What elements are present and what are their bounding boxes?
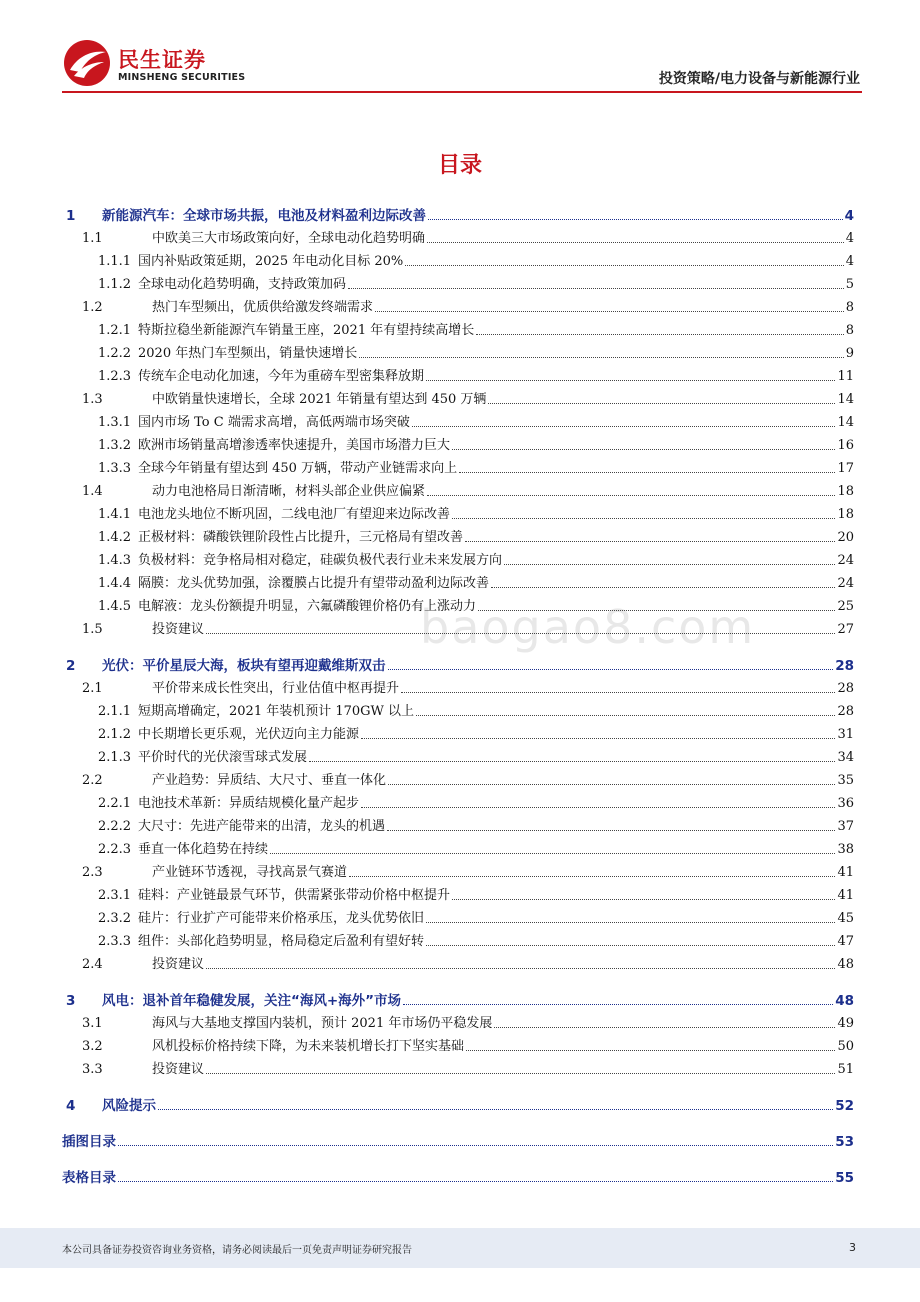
toc-leader-dots [426, 945, 835, 946]
toc-entry-title: 热门车型频出，优质供给激发终端需求 [152, 300, 374, 315]
toc-entry-number: 2.3.2 [98, 911, 132, 926]
toc-entry-number: 2.1.3 [98, 750, 132, 765]
toc-entry-page: 48 [837, 957, 854, 972]
toc-entry-page: 55 [835, 1170, 854, 1186]
toc-entry[interactable] [62, 477, 854, 500]
toc-entry-title: 风机投标价格持续下降，为未来装机增长打下坚实基础 [152, 1039, 465, 1054]
toc-entry-number: 1.1.1 [98, 254, 132, 269]
toc-entry[interactable] [62, 981, 854, 1009]
toc-entry-title: 国内补贴政策延期，2025 年电动化目标 20% [138, 254, 404, 269]
toc-entry-title: 隔膜：龙头优势加强，涂覆膜占比提升有望带动盈利边际改善 [138, 576, 490, 591]
footer-disclaimer: 本公司具备证券投资咨询业务资格，请务必阅读最后一页免责声明证券研究报告 [62, 1245, 412, 1256]
toc-leader-dots [478, 610, 835, 611]
toc-entry-number: 1.2.1 [98, 323, 132, 338]
toc-leader-dots [387, 830, 835, 831]
toc-leader-dots [476, 334, 844, 335]
toc-entry-page: 28 [837, 704, 854, 719]
toc-entry-page: 36 [837, 796, 854, 811]
toc-leader-dots [349, 876, 835, 877]
table-of-contents [62, 196, 854, 1186]
toc-leader-dots [403, 1004, 833, 1005]
toc-entry[interactable] [62, 500, 854, 523]
toc-leader-dots [405, 265, 843, 266]
toc-entry[interactable] [62, 720, 854, 743]
toc-entry-number: 4 [66, 1098, 76, 1114]
page-header [0, 0, 920, 100]
toc-leader-dots [309, 761, 835, 762]
toc-entry[interactable] [62, 293, 854, 316]
toc-leader-dots [359, 357, 844, 358]
toc-entry-title: 国内市场 To C 端需求高增，高低两端市场突破 [138, 415, 410, 430]
toc-leader-dots [361, 807, 835, 808]
toc-entry[interactable] [62, 789, 854, 812]
toc-leader-dots [401, 692, 835, 693]
toc-leader-dots [465, 541, 835, 542]
toc-entry-number: 3.3 [82, 1062, 103, 1077]
toc-entry-page: 37 [837, 819, 854, 834]
toc-entry[interactable] [62, 1009, 854, 1032]
toc-entry-title: 电解液：龙头份额提升明显，六氟磷酸锂价格仍有上涨动力 [138, 599, 477, 614]
toc-entry-number: 1.3.1 [98, 415, 132, 430]
toc-entry-page: 16 [837, 438, 854, 453]
toc-entry-page: 38 [837, 842, 854, 857]
toc-entry[interactable] [62, 592, 854, 615]
toc-entry-page: 8 [845, 300, 854, 315]
toc-entry[interactable] [62, 196, 854, 224]
brand-name-cn: 民生证券 [118, 48, 206, 72]
toc-entry-page: 14 [837, 415, 854, 430]
toc-entry-title: 风电：退补首年稳健发展，关注“海风+海外”市场 [102, 993, 402, 1009]
toc-leader-dots [452, 449, 835, 450]
toc-entry-number: 1.2.2 [98, 346, 132, 361]
toc-entry-title: 新能源汽车：全球市场共振，电池及材料盈利边际改善 [102, 208, 426, 224]
watermark: baogao8.com [420, 600, 756, 654]
toc-entry-page: 28 [837, 681, 854, 696]
toc-entry[interactable] [62, 835, 854, 858]
toc-entry-title: 投资建议 [152, 957, 205, 972]
toc-entry-page: 45 [837, 911, 854, 926]
toc-entry[interactable] [62, 674, 854, 697]
toc-leader-dots [361, 738, 835, 739]
toc-leader-dots [426, 380, 835, 381]
toc-entry-title: 短期高增确定，2021 年装机预计 170GW 以上 [138, 704, 415, 719]
toc-leader-dots [494, 1027, 835, 1028]
toc-leader-dots [491, 587, 835, 588]
toc-entry-title: 插图目录 [62, 1134, 116, 1150]
toc-entry-page: 4 [845, 231, 854, 246]
toc-entry-title: 平价时代的光伏滚雪球式发展 [138, 750, 308, 765]
toc-entry-number: 2.1.1 [98, 704, 132, 719]
toc-leader-dots [118, 1145, 833, 1146]
toc-entry-page: 53 [835, 1134, 854, 1150]
toc-entry-title: 硅料：产业链最景气环节，供需紧张带动价格中枢提升 [138, 888, 451, 903]
toc-entry-title: 组件：头部化趋势明显，格局稳定后盈利有望好转 [138, 934, 425, 949]
report-type: 投资策略/电力设备与新能源行业 [658, 71, 860, 87]
toc-entry[interactable] [62, 546, 854, 569]
toc-entry-title: 海风与大基地支撑国内装机，预计 2021 年市场仍平稳发展 [152, 1016, 493, 1031]
toc-entry-number: 2.3.3 [98, 934, 132, 949]
toc-entry-number: 2.1.2 [98, 727, 132, 742]
toc-entry-number: 1.2.3 [98, 369, 132, 384]
toc-entry-page: 17 [837, 461, 854, 476]
toc-entry-number: 1.2 [82, 300, 103, 315]
toc-entry-number: 3.2 [82, 1039, 103, 1054]
toc-entry-page: 35 [837, 773, 854, 788]
toc-entry-page: 4 [845, 254, 854, 269]
toc-entry-number: 1.1.2 [98, 277, 132, 292]
toc-entry-page: 9 [845, 346, 854, 361]
toc-entry-title: 中长期增长更乐观，光伏迈向主力能源 [138, 727, 360, 742]
toc-leader-dots [206, 1073, 835, 1074]
toc-entry-number: 2.2.1 [98, 796, 132, 811]
toc-entry-title: 平价带来成长性突出，行业估值中枢再提升 [152, 681, 400, 696]
toc-entry-number: 2.3 [82, 865, 103, 880]
toc-leader-dots [427, 495, 835, 496]
toc-entry-number: 2 [66, 658, 76, 674]
toc-entry[interactable] [62, 247, 854, 270]
toc-entry-title: 硅片：行业扩产可能带来价格承压，龙头优势依旧 [138, 911, 425, 926]
toc-leader-dots [452, 518, 835, 519]
toc-entry-title: 负极材料：竞争格局相对稳定，硅碳负极代表行业未来发展方向 [138, 553, 503, 568]
toc-entry-number: 2.2.2 [98, 819, 132, 834]
toc-entry-page: 47 [837, 934, 854, 949]
header-divider [62, 91, 862, 93]
toc-leader-dots [504, 564, 835, 565]
toc-entry-number: 1.4.3 [98, 553, 132, 568]
toc-entry[interactable] [62, 1086, 854, 1114]
toc-entry-page: 14 [837, 392, 854, 407]
toc-entry-number: 1.4.2 [98, 530, 132, 545]
toc-entry-number: 1.4 [82, 484, 103, 499]
toc-entry-number: 1.1 [82, 231, 103, 246]
toc-entry-title: 欧洲市场销量高增渗透率快速提升，美国市场潜力巨大 [138, 438, 451, 453]
toc-entry-title: 动力电池格局日渐清晰，材料头部企业供应偏紧 [152, 484, 426, 499]
toc-entry-title: 电池龙头地位不断巩固，二线电池厂有望迎来边际改善 [138, 507, 451, 522]
brand-name-en: MINSHENG SECURITIES [118, 72, 246, 83]
toc-entry-number: 1.4.5 [98, 599, 132, 614]
toc-entry-number: 2.3.1 [98, 888, 132, 903]
toc-entry-title: 电池技术革新：异质结规模化量产起步 [138, 796, 360, 811]
toc-entry[interactable] [62, 927, 854, 950]
toc-entry[interactable] [62, 1055, 854, 1078]
toc-leader-dots [158, 1109, 833, 1110]
toc-leader-dots [428, 219, 843, 220]
toc-entry-page: 41 [837, 888, 854, 903]
toc-entry-number: 1 [66, 208, 76, 224]
toc-leader-dots [388, 784, 835, 785]
toc-entry-number: 2.2 [82, 773, 103, 788]
toc-entry-number: 1.5 [82, 622, 103, 637]
toc-entry-number: 3.1 [82, 1016, 103, 1031]
toc-leader-dots [412, 426, 836, 427]
toc-entry-title: 大尺寸：先进产能带来的出清，龙头的机遇 [138, 819, 386, 834]
toc-entry[interactable] [62, 697, 854, 720]
toc-entry-page: 50 [837, 1039, 854, 1054]
toc-entry[interactable] [62, 1158, 854, 1186]
toc-entry-page: 18 [837, 484, 854, 499]
toc-entry-page: 28 [835, 658, 854, 674]
toc-entry-page: 24 [837, 553, 854, 568]
toc-entry-title: 投资建议 [152, 1062, 205, 1077]
toc-entry[interactable] [62, 950, 854, 973]
toc-entry-page: 27 [837, 622, 854, 637]
toc-entry-title: 产业趋势：异质结、大尺寸、垂直一体化 [152, 773, 387, 788]
toc-leader-dots [452, 899, 835, 900]
toc-leader-dots [488, 403, 835, 404]
toc-entry-number: 1.3 [82, 392, 103, 407]
toc-leader-dots [416, 715, 835, 716]
toc-entry[interactable] [62, 646, 854, 674]
toc-leader-dots [375, 311, 844, 312]
toc-leader-dots [348, 288, 844, 289]
toc-entry-title: 中欧销量快速增长，全球 2021 年销量有望达到 450 万辆 [152, 392, 487, 407]
toc-entry-page: 25 [837, 599, 854, 614]
toc-entry-title: 风险提示 [102, 1098, 156, 1114]
toc-leader-dots [466, 1050, 835, 1051]
toc-entry[interactable] [62, 1122, 854, 1150]
toc-entry-title: 全球今年销量有望达到 450 万辆，带动产业链需求向上 [138, 461, 458, 476]
toc-entry-page: 20 [837, 530, 854, 545]
toc-entry-title: 表格目录 [62, 1170, 116, 1186]
toc-entry-page: 48 [835, 993, 854, 1009]
toc-entry-title: 光伏：平价星辰大海，板块有望再迎戴维斯双击 [102, 658, 386, 674]
toc-entry[interactable] [62, 881, 854, 904]
toc-entry[interactable] [62, 858, 854, 881]
toc-entry[interactable] [62, 454, 854, 477]
toc-entry[interactable] [62, 523, 854, 546]
toc-entry[interactable] [62, 431, 854, 454]
toc-entry-number: 1.3.3 [98, 461, 132, 476]
toc-entry-page: 18 [837, 507, 854, 522]
toc-leader-dots [427, 242, 844, 243]
minsheng-logo-icon [62, 38, 112, 88]
toc-entry[interactable] [62, 224, 854, 247]
toc-leader-dots [118, 1181, 833, 1182]
toc-entry-page: 31 [837, 727, 854, 742]
toc-entry[interactable] [62, 408, 854, 431]
toc-entry-page: 52 [835, 1098, 854, 1114]
toc-entry[interactable] [62, 339, 854, 362]
toc-entry[interactable] [62, 766, 854, 789]
toc-entry-title: 正极材料：磷酸铁锂阶段性占比提升，三元格局有望改善 [138, 530, 464, 545]
toc-entry-page: 5 [845, 277, 854, 292]
toc-entry[interactable] [62, 362, 854, 385]
toc-leader-dots [206, 968, 835, 969]
toc-leader-dots [459, 472, 835, 473]
toc-entry-number: 2.2.3 [98, 842, 132, 857]
toc-entry-page: 34 [837, 750, 854, 765]
toc-entry-title: 2020 年热门车型频出，销量快速增长 [138, 346, 358, 361]
toc-entry-page: 8 [845, 323, 854, 338]
toc-entry-title: 传统车企电动化加速，今年为重磅车型密集释放期 [138, 369, 425, 384]
page-footer [0, 1228, 920, 1268]
toc-entry-number: 1.4.4 [98, 576, 132, 591]
toc-entry-page: 24 [837, 576, 854, 591]
toc-entry-title: 垂直一体化趋势在持续 [138, 842, 269, 857]
toc-leader-dots [206, 633, 835, 634]
toc-entry[interactable] [62, 316, 854, 339]
toc-entry-page: 4 [844, 208, 854, 224]
toc-entry[interactable] [62, 385, 854, 408]
toc-entry[interactable] [62, 812, 854, 835]
toc-entry-number: 2.1 [82, 681, 103, 696]
toc-entry-page: 41 [837, 865, 854, 880]
toc-entry-title: 产业链环节透视，寻找高景气赛道 [152, 865, 348, 880]
toc-entry[interactable] [62, 904, 854, 927]
toc-entry-title: 投资建议 [152, 622, 205, 637]
toc-entry-page: 49 [837, 1016, 854, 1031]
toc-entry-number: 3 [66, 993, 76, 1009]
toc-title: 目录 [437, 153, 482, 178]
toc-entry-page: 51 [837, 1062, 854, 1077]
toc-entry[interactable] [62, 615, 854, 638]
toc-entry-number: 1.3.2 [98, 438, 132, 453]
toc-leader-dots [388, 669, 834, 670]
toc-entry[interactable] [62, 1032, 854, 1055]
toc-leader-dots [426, 922, 835, 923]
toc-entry[interactable] [62, 743, 854, 766]
toc-entry-title: 中欧美三大市场政策向好，全球电动化趋势明确 [152, 231, 426, 246]
toc-leader-dots [270, 853, 835, 854]
toc-entry[interactable] [62, 270, 854, 293]
toc-entry-number: 1.4.1 [98, 507, 132, 522]
toc-entry[interactable] [62, 569, 854, 592]
page-number: 3 [849, 1241, 856, 1254]
toc-entry-title: 全球电动化趋势明确，支持政策加码 [138, 277, 347, 292]
toc-entry-page: 11 [837, 369, 854, 384]
toc-entry-title: 特斯拉稳坐新能源汽车销量王座，2021 年有望持续高增长 [138, 323, 475, 338]
toc-entry-number: 2.4 [82, 957, 103, 972]
